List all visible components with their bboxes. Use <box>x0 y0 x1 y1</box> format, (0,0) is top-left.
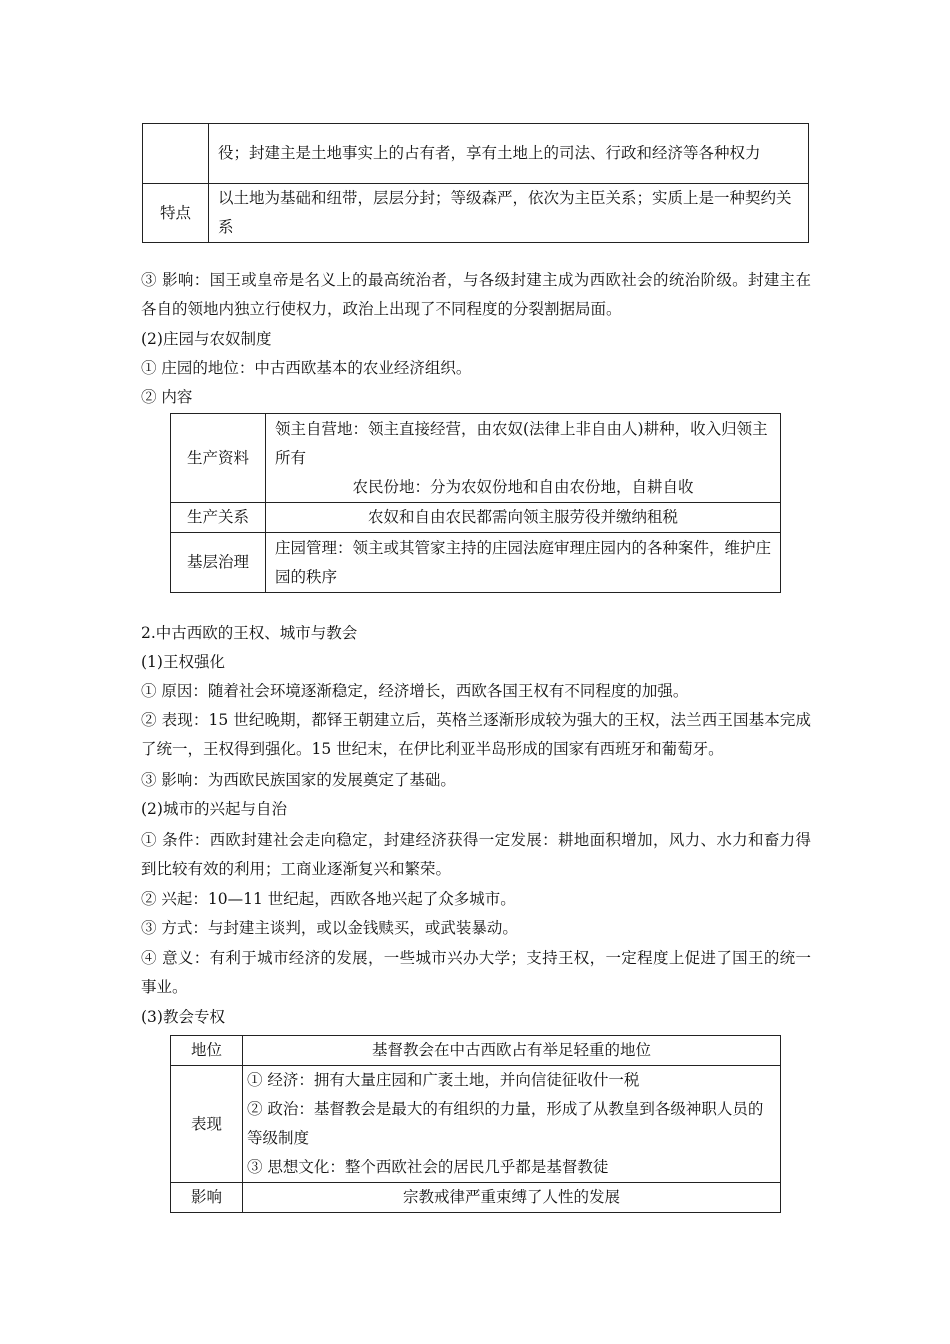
paragraph-kingship-cause: ① 原因：随着社会环境逐渐稳定，经济增长，西欧各国王权有不同程度的加强。 <box>141 682 689 700</box>
paragraph-city-way: ③ 方式：与封建主谈判，或以金钱赎买，或武装暴动。 <box>141 919 518 937</box>
table-row <box>171 1066 781 1183</box>
paragraph-city-rise: ② 兴起：10—11 世纪起，西欧各地兴起了众多城市。 <box>141 890 516 908</box>
table-cell-content: 农奴和自由农民都需向领主服劳役并缴纳租税 <box>266 503 781 533</box>
table-cell-label: 基层治理 <box>171 533 266 593</box>
heading-church: (3)教会专权 <box>141 1008 225 1026</box>
table-row <box>171 1036 781 1066</box>
table-row <box>171 1183 781 1213</box>
cell-line: ① 经济：拥有大量庄园和广袤土地，并向信徒征收什一税 <box>247 1071 640 1089</box>
cell-line: ② 政治：基督教会是最大的有组织的力量，形成了从教皇到各级神职人员的等级制度 <box>247 1100 764 1147</box>
table-cell-label <box>143 124 209 184</box>
table-row <box>171 533 781 593</box>
table-cell-label: 生产资料 <box>171 414 266 503</box>
table-row <box>171 414 781 503</box>
church-table <box>170 1035 781 1213</box>
paragraph-kingship-show: ② 表现：15 世纪晚期，都铎王朝建立后，英格兰逐渐形成较为强大的王权，法兰西王国基本完成了统一，王权得到强化。15 世纪末，在伊比利亚半岛形成的国家有西班牙和葡萄牙。 <box>141 711 811 758</box>
paragraph-city-meaning: ④ 意义：有利于城市经济的发展，一些城市兴办大学；支持王权，一定程度上促进了国王的统一事业。 <box>141 949 811 996</box>
table-cell-content: 宗教戒律严重束缚了人性的发展 <box>243 1183 781 1213</box>
heading-section-2: 2.中古西欧的王权、城市与教会 <box>141 624 358 642</box>
table-cell-label: 影响 <box>171 1183 243 1213</box>
table-cell-label: 表现 <box>171 1066 243 1183</box>
paragraph-city-condition: ① 条件：西欧封建社会走向稳定，封建经济获得一定发展：耕地面积增加，风力、水力和畜力得到比较有效的利用；工商业逐渐复兴和繁荣。 <box>141 831 811 878</box>
table-row <box>143 184 809 243</box>
cell-line: 农民份地：分为农奴份地和自由农份地，自耕自收 <box>352 477 694 496</box>
cell-line: 领主自营地：领主直接经营，由农奴(法律上非自由人)耕种，收入归领主所有 <box>275 419 768 467</box>
cell-line: ③ 思想文化：整个西欧社会的居民几乎都是基督教徒 <box>247 1158 609 1176</box>
table-cell-content <box>243 1066 781 1183</box>
paragraph-influence: ③ 影响：国王或皇帝是名义上的最高统治者，与各级封建主成为西欧社会的统治阶级。封建主在各自的领地内独立行使权力，政治上出现了不同程度的分裂割据局面。 <box>141 271 811 318</box>
table-cell-content: 役；封建主是土地事实上的占有者，享有土地上的司法、行政和经济等各种权力 <box>209 124 809 184</box>
table-cell-content: 庄园管理：领主或其管家主持的庄园法庭审理庄园内的各种案件，维护庄园的秩序 <box>266 533 781 593</box>
table-cell-label: 地位 <box>171 1036 243 1066</box>
heading-city: (2)城市的兴起与自治 <box>141 800 287 818</box>
table-cell-label: 生产关系 <box>171 503 266 533</box>
feudal-table <box>142 123 809 243</box>
paragraph-kingship-influence: ③ 影响：为西欧民族国家的发展奠定了基础。 <box>141 771 456 789</box>
table-row <box>143 124 809 184</box>
table-cell-content: 基督教会在中古西欧占有举足轻重的地位 <box>243 1036 781 1066</box>
table-cell-content <box>266 414 781 503</box>
manor-table <box>170 413 781 593</box>
table-cell-content: 以土地为基础和纽带，层层分封；等级森严，依次为主臣关系；实质上是一种契约关系 <box>209 184 809 243</box>
table-cell-label: 特点 <box>143 184 209 243</box>
table-row <box>171 503 781 533</box>
heading-kingship: (1)王权强化 <box>141 653 225 671</box>
paragraph-manor-status: ① 庄园的地位：中古西欧基本的农业经济组织。 <box>141 359 472 377</box>
paragraph-manor-content: ② 内容 <box>141 388 193 406</box>
heading-manor: (2)庄园与农奴制度 <box>141 330 272 348</box>
